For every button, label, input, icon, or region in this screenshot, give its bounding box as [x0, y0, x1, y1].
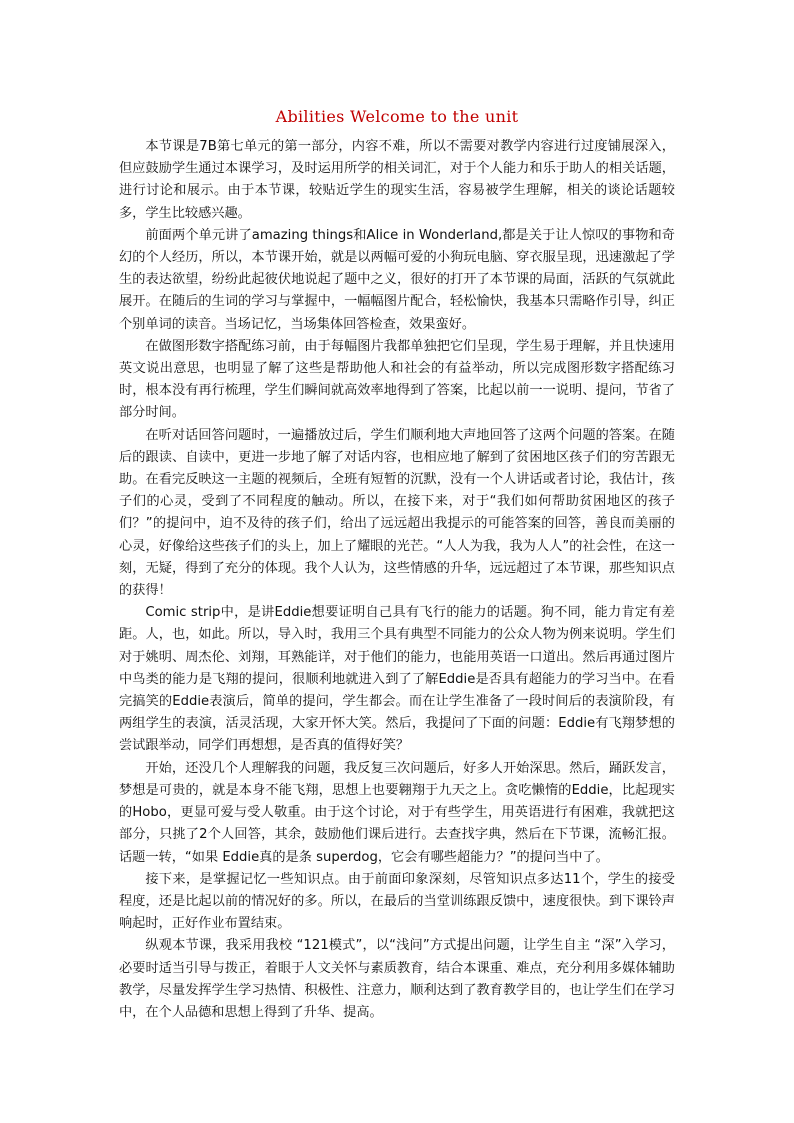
paragraph: 接下来，是掌握记忆一些知识点。由于前面印象深刻，尽管知识点多达11个，学生的接受程度，还是比起以前的情况好的多。所以，在最后的当堂训练跟反馈中，速度很快。到下课铃声响起时，正好作业布置结束。 [119, 871, 675, 932]
document-title: Abilities Welcome to the unit [275, 107, 519, 126]
paragraph: 在听对话回答问题时，一遍播放过后，学生们顺利地大声地回答了这两个问题的答案。在随后的跟读、自读中，更进一步地了解了对话内容，也相应地了解到了贫困地区孩子们的穷苦跟无助。在看完反映这一主题的视频后，全班有短暂的沉默，没有一个人讲话或者讨论，我估计，孩子们的心灵，受到了不同程度的触动。所以，在接下来，对于“我们如何帮助贫困地区的孩子们？”的提问中，迫不及待的孩子们，给出了远远超出我提示的可能答案的回答，善良而美丽的心灵，好像给这些孩子们的头上，加上了耀眼的光芒。“人人为我，我为人人”的社会性，在这一刻，无疑，得到了充分的体现。我个人认为，这些情感的升华，远远超过了本节课，那些知识点的获得！ [119, 427, 675, 599]
document-body [119, 136, 675, 1024]
paragraph: Comic strip中，是讲Eddie想要证明自己具有飞行的能力的话题。狗不同，能力肯定有差距。人，也，如此。所以，导入时，我用三个具有典型不同能力的公众人物为例来说明。学生们对于姚明、周杰伦、刘翔，耳熟能详，对于他们的能力，也能用英语一口道出。然后再通过图片中鸟类的能力是飞翔的提问，很顺利地就进入到了了解Eddie是否具有超能力的学习当中。在看完搞笑的Eddie表演后，简单的提问，学生都会。而在让学生准备了一段时间后的表演阶段，有两组学生的表演，活灵活现，大家开怀大笑。然后，我提问了下面的问题：Eddie有飞翔梦想的尝试跟举动，同学们再想想，是否真的值得好笑？ [119, 605, 675, 754]
paragraph: 开始，还没几个人理解我的问题，我反复三次问题后，好多人开始深思。然后，踊跃发言，梦想是可贵的，就是本身不能飞翔，思想上也要翱翔于九天之上。贪吃懒惰的Eddie，比起现实的Hobo，更显可爱与受人敬重。由于这个讨论，对于有些学生，用英语进行有困难，我就把这部分，只挑了2个人回答，其余，鼓励他们课后进行。去查找字典，然后在下节课，流畅汇报。话题一转，“如果 Eddie真的是条 superdog，它会有哪些超能力？”的提问当中了。 [119, 760, 675, 865]
paragraph: 纵观本节课，我采用我校 “121模式”，以“浅问”方式提出问题，让学生自主 “深”入学习，必要时适当引导与拨正，着眼于人文关怀与素质教育，结合本课重、难点，充分利用多媒体辅助教学，尽量发挥学生学习热情、积极性、注意力，顺利达到了教育教学目的，也让学生们在学习中，在个人品德和思想上得到了升华、提高。 [119, 938, 675, 1020]
paragraph: 前面两个单元讲了amazing things和Alice in Wonderland,都是关于让人惊叹的事物和奇幻的个人经历，所以，本节课开始，就是以两幅可爱的小狗玩电脑、穿衣服呈现，迅速激起了学生的表达欲望，纷纷此起彼伏地说起了题中之义，很好的打开了本节课的局面，活跃的气氛就此展开。在随后的生词的学习与掌握中，一幅幅图片配合，轻松愉快，我基本只需略作引导，纠正个别单词的读音。当场记忆，当场集体回答检查，效果蛮好。 [119, 227, 675, 332]
paragraph: 本节课是7B第七单元的第一部分，内容不难，所以不需要对教学内容进行过度铺展深入，但应鼓励学生通过本课学习，及时运用所学的相关词汇，对于个人能力和乐于助人的相关话题，进行讨论和展示。由于本节课，较贴近学生的现实生活，容易被学生理解，相关的谈论话题较多，学生比较感兴趣。 [119, 139, 675, 221]
paragraph: 在做图形数字搭配练习前，由于每幅图片我都单独把它们呈现，学生易于理解，并且快速用英文说出意思，也明显了解了这些是帮助他人和社会的有益举动，所以完成图形数字搭配练习时，根本没有再行梳理，学生们瞬间就高效率地得到了答案，比起以前一一说明、提问，节省了部分时间。 [119, 338, 675, 421]
